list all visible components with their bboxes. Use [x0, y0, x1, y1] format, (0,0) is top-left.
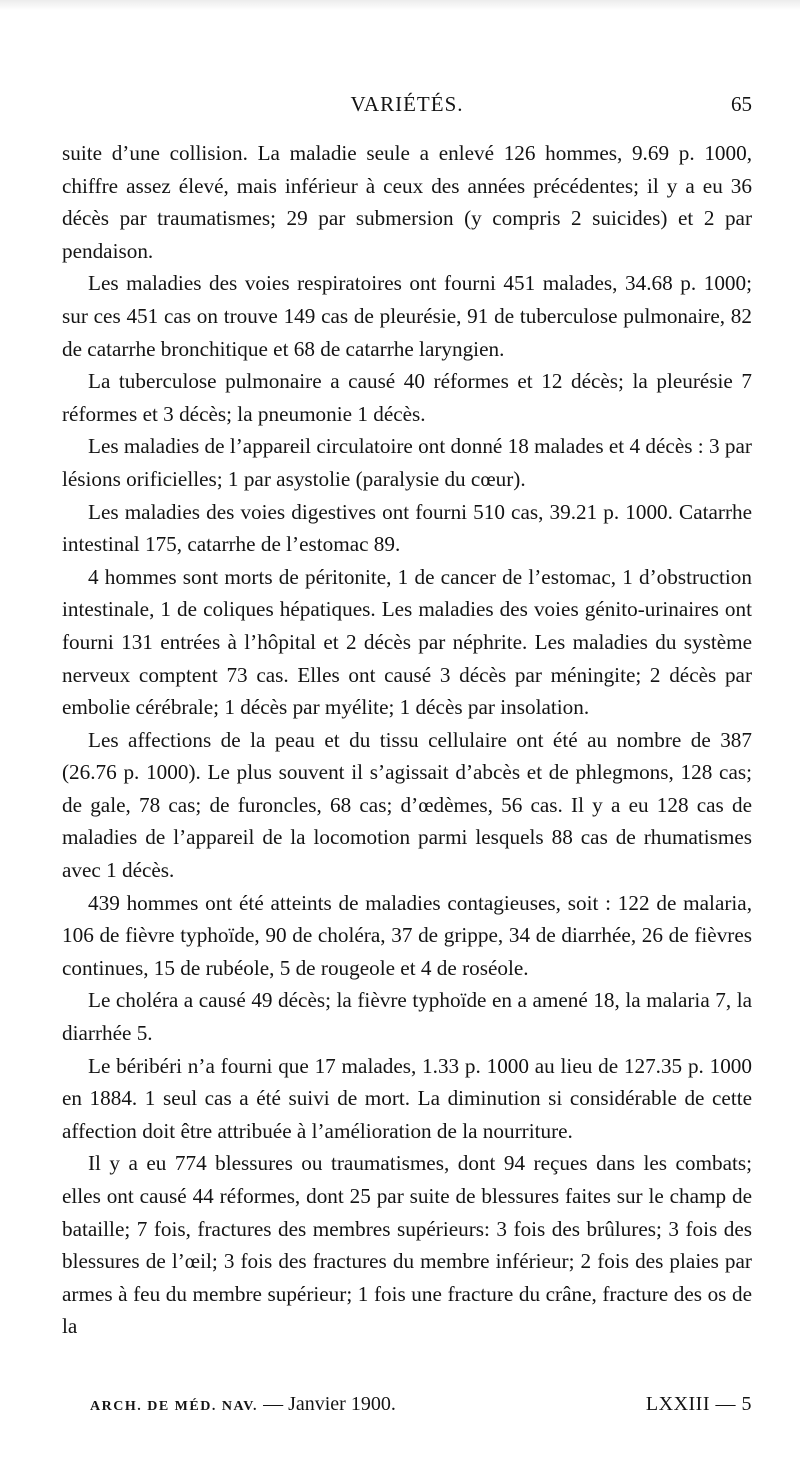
- signature-mark: LXXIII — 5: [645, 1393, 752, 1415]
- paragraph-digestive: Les maladies des voies digestives ont fourni 510 cas, 39.21 p. 1000. Catarrhe intestinal 175, catarrhe de l’estomac 89.: [62, 499, 752, 557]
- paragraph-respiratory: Les maladies des voies respiratoires ont fourni 451 malades, 34.68 p. 1000; sur ces 451 cas on trouve 149 cas de pleurésie, 91 de tuberculose pulmonaire, 82 de catarrhe bronchitique et 68 de catarrhe laryngien.: [62, 271, 752, 361]
- paragraph-cholera: Le choléra a causé 49 décès; la fièvre typhoïde en a amené 18, la malaria 7, la diarrhée 5.: [62, 988, 752, 1046]
- page-number: 65: [731, 92, 752, 116]
- paragraph-contagious: 439 hommes ont été atteints de maladies contagieuses, soit : 122 de malaria, 106 de fièvre typhoïde, 90 de choléra, 37 de grippe, 34 de diarrhée, 26 de fièvres continues, 15 de rubéole, 5 de rougeole et 4 de roséole.: [62, 890, 752, 980]
- issue-date: Janvier 1900.: [288, 1393, 396, 1415]
- paragraph-peritonitis: 4 hommes sont morts de péritonite, 1 de cancer de l’estomac, 1 d’obstruction intestinale, 1 de coliques hépatiques. Les maladies des voies génito-urinaires ont fourni 131 entrées à l’hôpital et 2 décès par néphrite. Les maladies du système nerveux comptent 73 cas. Elles ont causé 3 décès par méningite; 2 décès par embolie cérébrale; 1 décès par myélite; 1 décès par insolation.: [62, 564, 752, 720]
- footer-citation: [90, 1393, 396, 1416]
- page-header: [62, 92, 752, 122]
- running-title: VARIÉTÉS.: [350, 92, 464, 116]
- page-footer: [90, 1393, 752, 1423]
- journal-name: ARCH. DE MÉD. NAV.: [90, 1399, 259, 1414]
- paragraph-circulatory: Les maladies de l’appareil circulatoire ont donné 18 malades et 4 décès : 3 par lésions orificielles; 1 par asystolie (paralysie du cœur).: [62, 434, 752, 491]
- paragraph-wounds: Il y a eu 774 blessures ou traumatismes, dont 94 reçues dans les combats; elles ont causé 44 réformes, dont 25 par suite de blessures faites sur le champ de bataille; 7 fois, fractures des membres supérieurs: 3 fois des brûlures; 3 fois des blessures de l’œil; 3 fois des fractures du membre inférieur; 2 fois des plaies par armes à feu du membre supérieur; 1 fois une fracture du crâne, fracture des os de la: [62, 1151, 752, 1339]
- paragraph-tuberculosis: La tuberculose pulmonaire a causé 40 réformes et 12 décès; la pleurésie 7 réformes et 3 décès; la pneumonie 1 décès.: [62, 369, 752, 426]
- body-text: [62, 137, 752, 1343]
- page-top-edge: [0, 0, 800, 10]
- paragraph-beriberi: Le béribéri n’a fourni que 17 malades, 1.33 p. 1000 au lieu de 127.35 p. 1000 en 1884. 1 seul cas a été suivi de mort. La diminution si considérable de cette affection doit être attribuée à l’amélioration de la nourriture.: [62, 1053, 752, 1143]
- paragraph-continuation: suite d’une collision. La maladie seule a enlevé 126 hommes, 9.69 p. 1000, chiffre assez élevé, mais inférieur à ceux des années précédentes; il y a eu 36 décès par traumatismes; 29 par submersion (y compris 2 suicides) et 2 par pendaison.: [62, 141, 752, 263]
- paragraph-skin: Les affections de la peau et du tissu cellulaire ont été au nombre de 387 (26.76 p. 1000). Le plus souvent il s’agissait d’abcès et de phlegmons, 128 cas; de gale, 78 cas; de furoncles, 68 cas; d’œdèmes, 56 cas. Il y a eu 128 cas de maladies de l’appareil de la locomotion parmi lesquels 88 cas de rhumatismes avec 1 décès.: [62, 727, 752, 883]
- footer-dash: —: [263, 1393, 284, 1415]
